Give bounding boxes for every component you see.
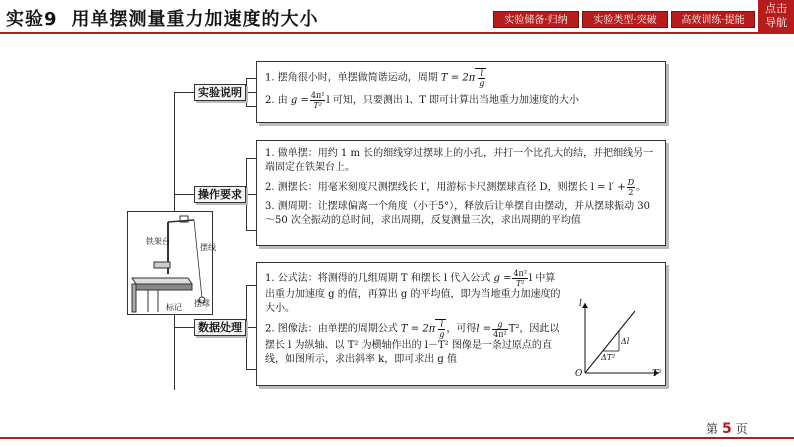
- footer-divider: [0, 437, 794, 439]
- label-operation-requirement: 操作要求: [194, 186, 246, 203]
- connector-requirement: [174, 194, 194, 195]
- label-mark: 标记: [166, 303, 182, 312]
- explain-item-2: 2. 由 g = $\frac{\text{4π²}}{\text{T²}}$ l 可知，只要测出 l、T 即可计算出当地重力加速度的大小: [265, 91, 580, 110]
- connector-data: [174, 327, 194, 328]
- data-text-column: [265, 269, 565, 367]
- bracket-explain-bottom: [246, 106, 256, 107]
- bracket-req-bottom: [246, 230, 256, 231]
- nav-button-preparation[interactable]: 实验储备·归纳: [493, 11, 579, 28]
- graph-y-label: l: [579, 299, 582, 309]
- explain-item-1: 1. 摆角很小时，单摆做简谐运动，周期 T = 2π $\frac{l}{g}$: [265, 69, 485, 88]
- requirement-item-1: 1. 做单摆：用约 1 m 长的细线穿过摆球上的小孔，并打一个比孔大的结，并把细线另一端固定在铁架台上。: [265, 148, 654, 173]
- label-iron-stand: 铁架台: [146, 237, 170, 246]
- page-title: [6, 5, 319, 31]
- l-t2-graph: [573, 299, 663, 381]
- bracket-data-top: [246, 285, 256, 286]
- experiment-title: 用单摆测量重力加速度的大小: [71, 9, 319, 30]
- header-divider: [0, 32, 794, 34]
- experiment-number: 实验9: [6, 9, 58, 30]
- page-indicator: 第 5 页: [706, 421, 748, 437]
- bracket-explain-mid: [246, 92, 256, 93]
- requirement-box: [256, 140, 666, 246]
- side-nav-button[interactable]: 点击导航: [758, 0, 794, 33]
- bracket-req-mid: [246, 194, 256, 195]
- data-item-1: 1. 公式法：将测得的几组周期 T 和摆长 l 代入公式 g = $\frac{\text{4π²}}{\text{T²}}$ l 中算出重力加速度 g 的值，再算出 g 的平均值，即为当地重力加速度的大小。: [265, 269, 561, 314]
- nav-button-training[interactable]: 高效训练·提能: [671, 11, 755, 28]
- bracket-data-mid: [246, 327, 256, 328]
- explain-box: [256, 61, 666, 123]
- graph-dl-label: Δl: [621, 337, 630, 346]
- header-bar: [0, 0, 794, 36]
- requirement-item-2: 2. 测摆长：用毫米刻度尺测摆线长 l′，用游标卡尺测摆球直径 D，则摆长 l = l′ + $\frac{D}{2}$ 。: [265, 178, 647, 197]
- graph-origin-label: O: [575, 369, 583, 379]
- label-ball: 摆球: [194, 299, 210, 308]
- label-string: 摆线: [200, 243, 216, 252]
- connector-explain: [174, 92, 194, 93]
- data-item-2: 2. 图像法：由单摆的周期公式 T = 2π $\frac{l}{g}$ ，可得l = $\frac{g}{\text{4π²}}$ T²，因此以摆长 l 为纵轴、以 T² 为横轴作出的 l－T² 图像是一条过原点的直线，如图所示，求出斜率 k，即可求出 g 值: [265, 319, 560, 365]
- nav-button-types[interactable]: 实验类型·突破: [582, 11, 668, 28]
- bracket-explain-top: [246, 78, 256, 79]
- requirement-item-3: 3. 测周期：让摆球偏离一个角度（小于5°），释放后让单摆自由摆动，并从摆球振动 30～50 次全振动的总时间，求出周期，反复测量三次，求出周期的平均值: [265, 201, 650, 226]
- page-number: 5: [722, 421, 732, 437]
- pendulum-apparatus-figure: [127, 211, 216, 315]
- data-processing-box: [256, 262, 666, 386]
- graph-x-label: T²: [652, 369, 662, 379]
- bracket-req-top: [246, 158, 256, 159]
- graph-dt-label: ΔT²: [601, 353, 616, 362]
- label-data-processing: 数据处理: [194, 319, 246, 336]
- bracket-data-bottom: [246, 369, 256, 370]
- label-experiment-explain: 实验说明: [194, 84, 246, 101]
